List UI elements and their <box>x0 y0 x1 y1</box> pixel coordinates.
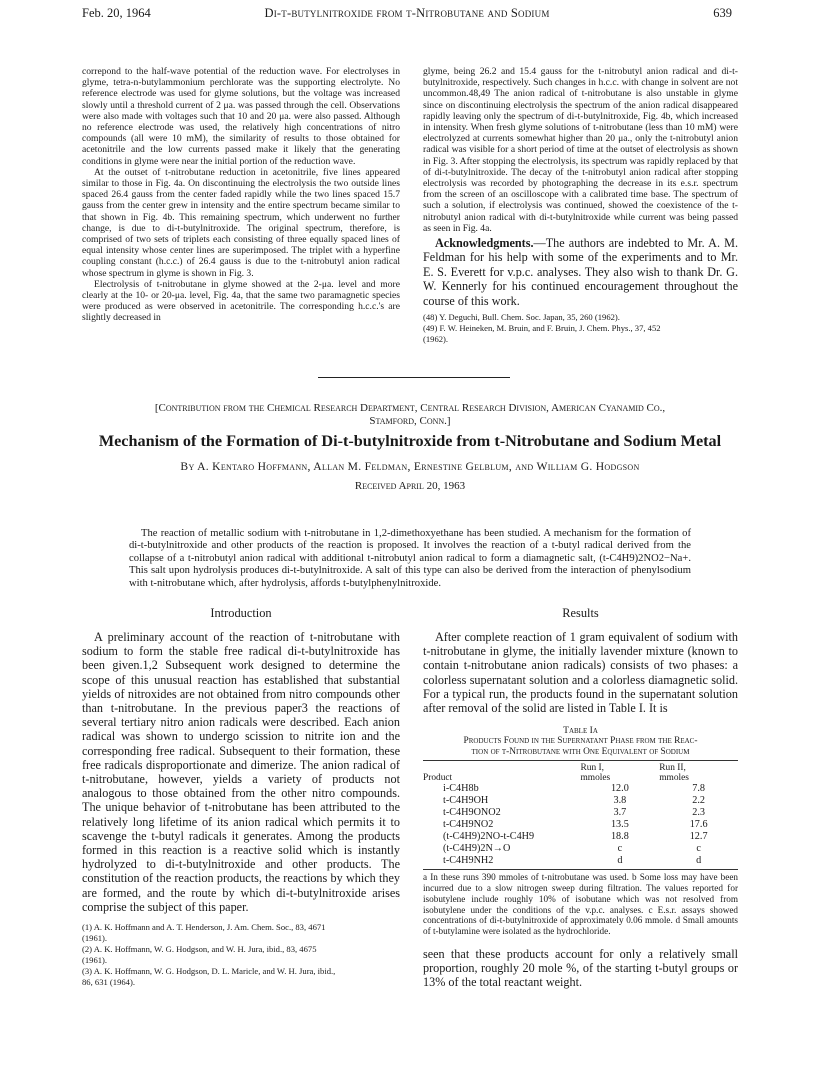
footnote-1: (1) A. K. Hoffmann and A. T. Henderson, J. Am. Chem. Soc., 83, 4671 <box>82 922 326 933</box>
article-authors: By A. Kentaro Hoffmann, Allan M. Feldman, Ernestine Gelblum, and William G. Hodgson <box>180 460 640 473</box>
table-cell-run2: 2.2 <box>692 795 705 807</box>
footnote-3: (3) A. K. Hoffmann, W. G. Hodgson, D. L. Maricle, and W. H. Jura, ibid., <box>82 966 336 977</box>
table-caption-2: tion of t-Nitrobutane with One Equivalent of Sodium <box>471 747 690 758</box>
acknowledgments-heading: Acknowledgments. <box>435 236 534 251</box>
table-top-rule <box>423 760 738 761</box>
table-header-row <box>423 763 738 773</box>
header-run1-unit: mmoles <box>580 773 611 784</box>
table-cell-run1: 3.8 <box>613 795 627 807</box>
table-row <box>423 831 738 843</box>
footnote-1-cont: (1961). <box>82 933 108 944</box>
running-title: Di-t-butylnitroxide from t-Nitrobutane and Sodium <box>264 6 550 20</box>
table-cell-run1: 3.7 <box>613 807 627 819</box>
footnote-48: (48) Y. Deguchi, Bull. Chem. Soc. Japan, 35, 260 (1962). <box>423 312 620 323</box>
footnote-3-cont: 86, 631 (1964). <box>82 977 135 988</box>
table-cell-run2: d <box>696 855 702 867</box>
acknowledgments-text: —The authors are indebted to Mr. A. M. Feldman for his help with some of the experiments and to Mr. E. S. Everett for v.p.c. analyses. They also wish to thank Dr. G. W. Kennerly for his continued encouragement throughout the course of this work. <box>423 236 738 308</box>
footnote-49-cont: (1962). <box>423 334 449 345</box>
paragraph: glyme, being 26.2 and 15.4 gauss for the t-nitrobutyl anion radical and di-t-butylnitroxide, respectively. Such changes in h.c.c. with change in solvent are not uncommon.48,49 The anion radical of t-nitrobutane is also unstable in glyme since on discontinuing electrolysis the spectrum of the anion radical disappeared rapidly leaving only the spectrum of di-t-butylnitroxide, Fig. 4b, which increased in intensity. When fresh glyme solutions of t-nitrobutane (less than 10 mM) were electrolyzed at currents somewhat higher than 20 μa., only the t-nitrobutyl anion radical was visible for a short period of time at the outset of electrolysis as shown in Fig. 3. After stopping the electrolysis, its spectrum was rapidly replaced by that of di-t-butylnitroxide. The decay of the t-nitrobutyl anion radical after stopping electrolysis was recorded by photographing the decrease in its e.s.r. spectrum from the screen of an oscilloscope with a calibrated time base. The spectrum of such a solution, if electrolysis was continued, showed the coexistence of the t-nitrobutyl anion radical with di-t-butylnitroxide while current was being passed as seen in Fig. 4a. <box>423 66 738 234</box>
table-cell-run1: 18.8 <box>610 831 629 843</box>
footnote-49: (49) F. W. Heineken, M. Bruin, and F. Bruin, J. Chem. Phys., 37, 452 <box>423 323 661 334</box>
results-column <box>423 606 738 990</box>
header-cell: Run II, <box>659 763 686 774</box>
table-header-row <box>423 773 738 783</box>
paragraph: Electrolysis of t-nitrobutane in glyme showed at the 2-μa. level and more clearly at the 10- or 20-μa. level, Fig. 4a, that the same two paramagnetic species were produced as were observed in acetonitrile. The corresponding h.c.c.'s are slightly decreased in <box>82 278 400 324</box>
contribution-line-2: Stamford, Conn.] <box>369 415 451 427</box>
table-cell-run2: c <box>696 843 701 855</box>
table-row <box>423 843 738 855</box>
table-1 <box>423 725 738 937</box>
received-date: Received April 20, 1963 <box>354 480 466 492</box>
acknowledgments <box>423 236 738 308</box>
section-divider <box>318 377 510 378</box>
paragraph: correpond to the half-wave potential of the reduction wave. For electrolyses in glyme, tetra-n-butylammonium perchlorate was the supporting electrolyte. No reference electrode was used for glyme solutions, but the voltage was increased slowly until a threshold current of 2 μa. was passed through the cell. Observations were also made with voltages such that 10 and 20 μa. were also passed. Although no reference electrode was used, the relatively high concentrations of nitro compounds (all were 10 mM), the similarity of results to those obtained for acetonitrile and the low currents passed make it likely that the generating conditions in glyme were near the initial portion of the reduction wave. <box>82 66 400 167</box>
table-bottom-rule <box>423 869 738 870</box>
results-text-continued: seen that these products account for only a relatively small proportion, roughly 20 mole %, of the starting t-butyl groups or 13% of the total reactant weight. <box>423 947 738 990</box>
footnote-2: (2) A. K. Hoffmann, W. G. Hodgson, and W. H. Jura, ibid., 83, 4675 <box>82 944 317 955</box>
table-cell-product: t-C4H9ONO2 <box>443 807 501 819</box>
page-number: 639 <box>713 6 732 20</box>
products-table <box>423 763 738 867</box>
table-cell-run2: 12.7 <box>689 831 708 843</box>
table-cell-product: (t-C4H9)2NO-t-C4H9 <box>443 831 535 843</box>
results-text: After complete reaction of 1 gram equivalent of sodium with t-nitrobutane in glyme, the initially lavender mixture (known to contain t-nitrobutane anion radicals) consists of two phases: a colorless supernatant solution and a colorless diamagnetic solid. For a typical run, the products found in the supernatant solution after removal of the solid are listed in Table I. It is <box>423 630 738 716</box>
article-title: Mechanism of the Formation of Di-t-butylnitroxide from t-Nitrobutane and Sodium Metal <box>98 432 722 450</box>
header-cell <box>423 763 581 773</box>
table-cell-run1: d <box>617 855 623 867</box>
paragraph: At the outset of t-nitrobutane reduction in acetonitrile, five lines appeared similar to those in Fig. 4a. On discontinuing the electrolysis the two outside lines spaced 26.4 gauss from the center faded rapidly while the two lines spaced 15.7 gauss from the center grew in intensity and the entire spectrum became similar to that shown in Fig. 4b. This remaining spectrum, which underwent no further change, is due to di-t-butylnitroxide. The original spectrum, therefore, is comprised of two sets of triplets each consisting of three equally spaced lines of equal intensity whose center lines are superimposed. The triplet with a hyperfine coupling constant (h.c.c.) of 26.4 gauss is due to the t-nitrobutyl anion radical whose spectrum in glyme is shown in Fig. 3. <box>82 166 400 279</box>
continuation-left-column <box>82 66 400 324</box>
table-cell-run1: 13.5 <box>610 819 629 831</box>
header-product: Product <box>423 773 453 784</box>
table-cell-run2: 7.8 <box>692 783 705 795</box>
table-row <box>423 807 738 819</box>
table-cell-product: t-C4H9OH <box>443 795 489 807</box>
footnote-2-cont: (1961). <box>82 955 108 966</box>
table-row <box>423 795 738 807</box>
running-header <box>82 6 732 26</box>
table-cell-run2: 17.6 <box>689 819 708 831</box>
table-cell-product: t-C4H9NO2 <box>443 819 494 831</box>
introduction-heading: Introduction <box>210 606 272 620</box>
results-heading: Results <box>562 606 599 620</box>
table-cell-run1: 12.0 <box>610 783 629 795</box>
contribution-line-1: [Contribution from the Chemical Research Department, Central Research Division, American Cyanamid Co., <box>154 402 666 414</box>
introduction-footnotes <box>82 922 400 987</box>
table-cell-product: (t-C4H9)2N→O <box>443 843 511 855</box>
table-label: Table Ia <box>563 725 598 737</box>
issue-date: Feb. 20, 1964 <box>82 6 151 20</box>
header-cell: Run I, <box>580 763 604 774</box>
abstract: The reaction of metallic sodium with t-nitrobutane in 1,2-dimethoxyethane has been studied. A mechanism for the formation of di-t-butylnitroxide and other products of the reaction is proposed. It involves the reaction of a t-butyl radical derived from the collapse of a t-nitrobutyl anion radical with additional t-nitrobutyl anion radical to form a diamagnetic salt, (t-C4H9)2NO2−Na+. This salt upon hydrolysis produces di-t-butylnitroxide. A salt of this type can also be derived from the interaction of phenylsodium with t-nitrobutane which, after hydrolysis, affords t-butylphenylnitroxide. <box>129 528 691 589</box>
table-cell-product: t-C4H9NH2 <box>443 855 494 867</box>
header-run2-unit: mmoles <box>659 773 689 784</box>
continuation-right-column <box>423 66 738 345</box>
introduction-column <box>82 606 400 988</box>
table-cell-product: i-C4H8b <box>443 783 479 795</box>
table-cell-run2: 2.3 <box>692 807 705 819</box>
footnotes <box>423 312 738 344</box>
table-row <box>423 855 738 867</box>
table-row <box>423 783 738 795</box>
table-caption-1: Products Found in the Supernatant Phase from the Reac- <box>463 736 698 747</box>
table-row <box>423 819 738 831</box>
contribution-line <box>85 402 735 428</box>
introduction-text: A preliminary account of the reaction of t-nitrobutane with sodium to form the stable free radical di-t-butylnitroxide has been given.1,2 Subsequent work designed to determine the scope of this unusual reaction has established that substantial yields of nitroxides are not obtained from nitro compounds other than t-nitrobutane. In the previous paper3 the reactions of several tertiary nitro anion radicals were described. Each anion radical was shown to undergo scission to nitrite ion and the corresponding free radical. Subsequent to their formation, these free radicals disproportionate and dimerize. The anion radical of t-nitrobutane, however, yields a variety of products not analogous to those obtained from the other nitro compounds. The unique behavior of t-nitrobutane has been attributed to the relatively long lifetime of its anion radical which permits it to scavenge the t-butyl radicals it generates. Among the products formed in this reaction is a reactive solid which is instantly hydrolyzed to di-t-butylnitroxide and other products. The constitution of the reaction products, the reactions by which they are formed, and the route by which di-t-butylnitroxide arises comprise the subject of this paper. <box>82 630 400 914</box>
table-cell-run1: c <box>617 843 623 855</box>
table-notes: a In these runs 390 mmoles of t-nitrobutane was used. b Some loss may have been incurred due to a slow nitrogen sweep during filtration. The values reported for isobutylene include roughly 10% of isobutane which was not resolved from isobutylene under the conditions of the v.p.c. analyses. c E.s.r. assays showed concentrations of di-t-butylnitroxide of approximately 0.06 mmole. d Small amounts of t-butylamine were isolated as the hydrochloride. <box>423 872 738 937</box>
